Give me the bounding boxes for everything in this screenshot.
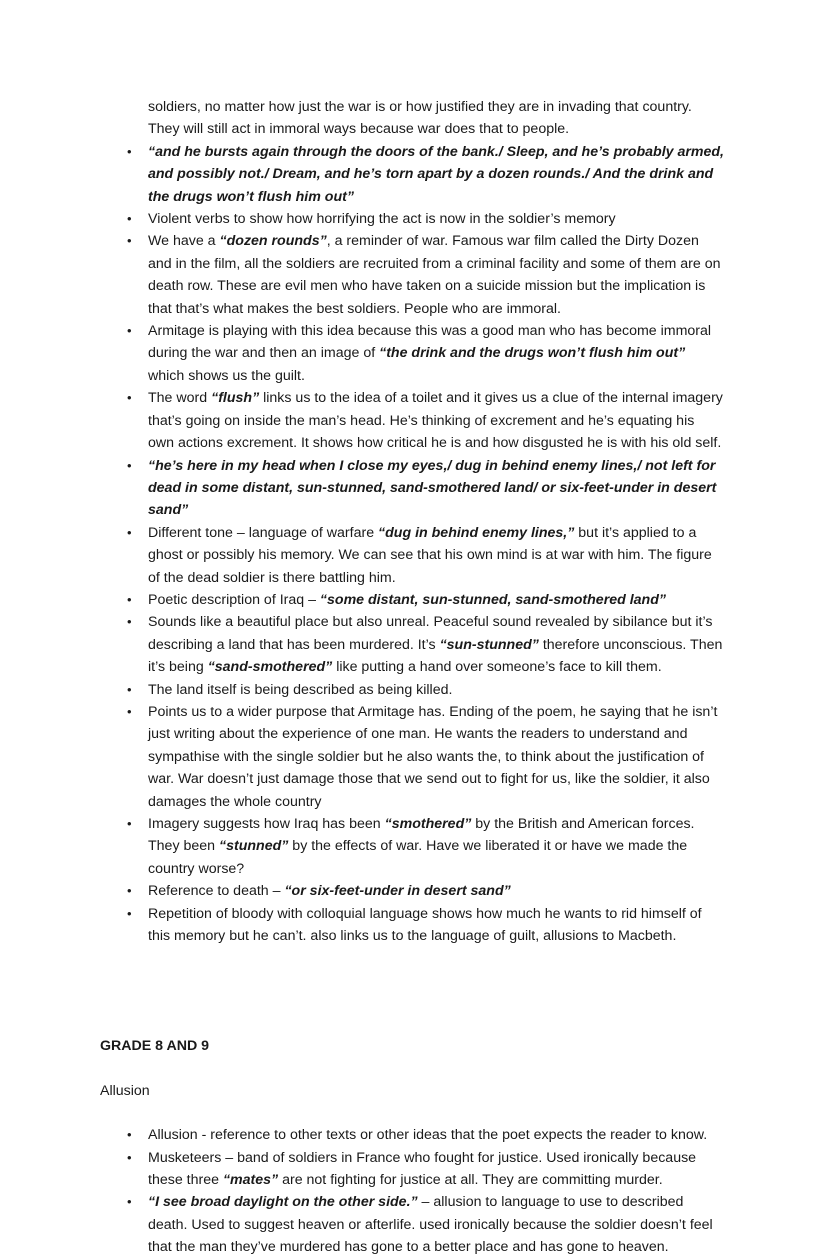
list-item: [100, 880, 724, 902]
text-run: soldiers, no matter how just the war is or how justified they are in invading that country. They will still act in immoral ways because war does that to people.: [148, 99, 692, 138]
text-run: therefore unconscious. Then it’s being: [148, 636, 723, 676]
list-item: [100, 522, 724, 589]
text-run: links us to the idea of a toilet and it gives us a clue of the internal imagery that’s going on inside the man’s head. He’s thinking of excrement and he’s equating his own actions excrement. It shows how critical he is and how disgusted he is with his old self.: [148, 390, 723, 452]
allusion-bullet-list: [100, 1124, 724, 1258]
text-run: Violent verbs to show how horrifying the act is now in the soldier’s memory: [148, 211, 616, 228]
section-spacer: [100, 947, 724, 1035]
quoted-phrase: “flush”: [211, 390, 260, 407]
text-run: Repetition of bloody with colloquial language shows how much he wants to rid himself of this memory but he can’t. also links us to the language of guilt, allusions to Macbeth.: [148, 905, 702, 945]
quoted-phrase: “some distant, sun-stunned, sand-smothered land”: [319, 591, 666, 608]
text-run: The word: [148, 390, 212, 407]
list-item: [100, 455, 724, 522]
text-run: We have a: [148, 233, 220, 250]
list-item: [100, 208, 724, 230]
analysis-bullet-list: [100, 141, 724, 948]
text-run: Sounds like a beautiful place but also unreal. Peaceful sound revealed by sibilance but it’s describing a land that has been murdered. It’s: [148, 614, 713, 653]
text-run: Allusion - reference to other texts or other ideas that the poet expects the reader to know.: [148, 1127, 708, 1144]
quoted-phrase: “sun-stunned”: [439, 636, 539, 653]
list-item: [100, 1191, 724, 1258]
quoted-phrase: “sand-smothered”: [207, 659, 333, 676]
quoted-phrase: “I see broad daylight on the other side.”: [148, 1194, 418, 1211]
list-item: [100, 701, 724, 813]
quoted-phrase: “the drink and the drugs won’t flush him out”: [379, 345, 686, 362]
list-item: [100, 903, 724, 948]
text-run: Different tone – language of warfare: [148, 524, 379, 541]
list-item: [100, 1147, 724, 1192]
list-item: [100, 387, 724, 454]
heading-spacer: [100, 1058, 724, 1080]
list-item: [100, 1124, 724, 1146]
document-body: [100, 96, 724, 1259]
quoted-phrase: “and he bursts again through the doors of the bank./ Sleep, and he’s probably armed, and possibly not./ Dream, and he’s torn apart by a dozen rounds./ And the drink and the drugs won’t flush him out”: [148, 143, 724, 205]
list-item: [100, 320, 724, 387]
text-run: Imagery suggests how Iraq has been: [148, 816, 385, 832]
quoted-phrase: “stunned”: [219, 838, 289, 855]
text-run: by the British and American forces. They been: [148, 816, 695, 855]
text-run: Musketeers – band of soldiers in France who fought for justice. Used ironically because these three: [148, 1149, 697, 1189]
text-run: which shows us the guilt.: [148, 367, 305, 384]
quoted-phrase: “dozen rounds”: [219, 233, 327, 250]
allusion-subheading: Allusion: [100, 1082, 150, 1099]
quoted-phrase: “he’s here in my head when I close my eyes,/ dug in behind enemy lines,/ not left for dead in some distant, sun-stunned, sand-smothered land/ or six-feet-under in desert sand”: [148, 457, 717, 519]
list-item: [100, 611, 724, 678]
text-run: like putting a hand over someone’s face to kill them.: [332, 659, 662, 676]
text-run: Armitage is playing with this idea because this was a good man who has become immoral during the war and then an image of: [148, 323, 712, 362]
list-item: [100, 589, 724, 611]
list-item: [100, 230, 724, 320]
subheading-spacer: [100, 1102, 724, 1124]
quoted-phrase: “dug in behind enemy lines,”: [378, 524, 575, 541]
text-run: , a reminder of war. Famous war film called the Dirty Dozen and in the film, all the soldiers are recruited from a criminal facility and some of them are on death row. These are evil men who have taken on a suicide mission but the implication is that that’s what makes the best soldiers. People who are immoral.: [148, 233, 721, 317]
text-run: Reference to death –: [148, 883, 285, 900]
quoted-phrase: “smothered”: [384, 816, 472, 832]
text-run: by the effects of war. Have we liberated it or have we made the country worse?: [148, 838, 688, 877]
list-item: [100, 679, 724, 701]
continuation-paragraph: [100, 96, 724, 141]
quoted-phrase: “mates”: [222, 1172, 279, 1189]
grade-heading: GRADE 8 AND 9: [100, 1038, 210, 1055]
text-run: but it’s applied to a ghost or possibly his memory. We can see that his own mind is at war with him. The figure of the dead soldier is there battling him.: [148, 524, 712, 586]
text-run: – allusion to language to use to described death. Used to suggest heaven or afterlife. used ironically because the soldier doesn’t feel that the man they’ve murdered has gone to a better place and has gone to heaven.: [148, 1194, 713, 1256]
text-run: Poetic description of Iraq –: [148, 591, 320, 608]
list-item: [100, 141, 724, 208]
text-run: Points us to a wider purpose that Armitage has. Ending of the poem, he saying that he isn’t just writing about the experience of one man. He wants the readers to understand and sympathise with the single soldier but he also wants the, to think about the justification of war. War doesn’t just damage those that we send out to fight for us, like the soldier, it also damages the whole country: [148, 703, 718, 810]
quoted-phrase: “or six-feet-under in desert sand”: [284, 883, 511, 900]
list-item: [100, 813, 724, 880]
text-run: The land itself is being described as being killed.: [148, 681, 453, 698]
text-run: are not fighting for justice at all. They are committing murder.: [278, 1172, 663, 1189]
